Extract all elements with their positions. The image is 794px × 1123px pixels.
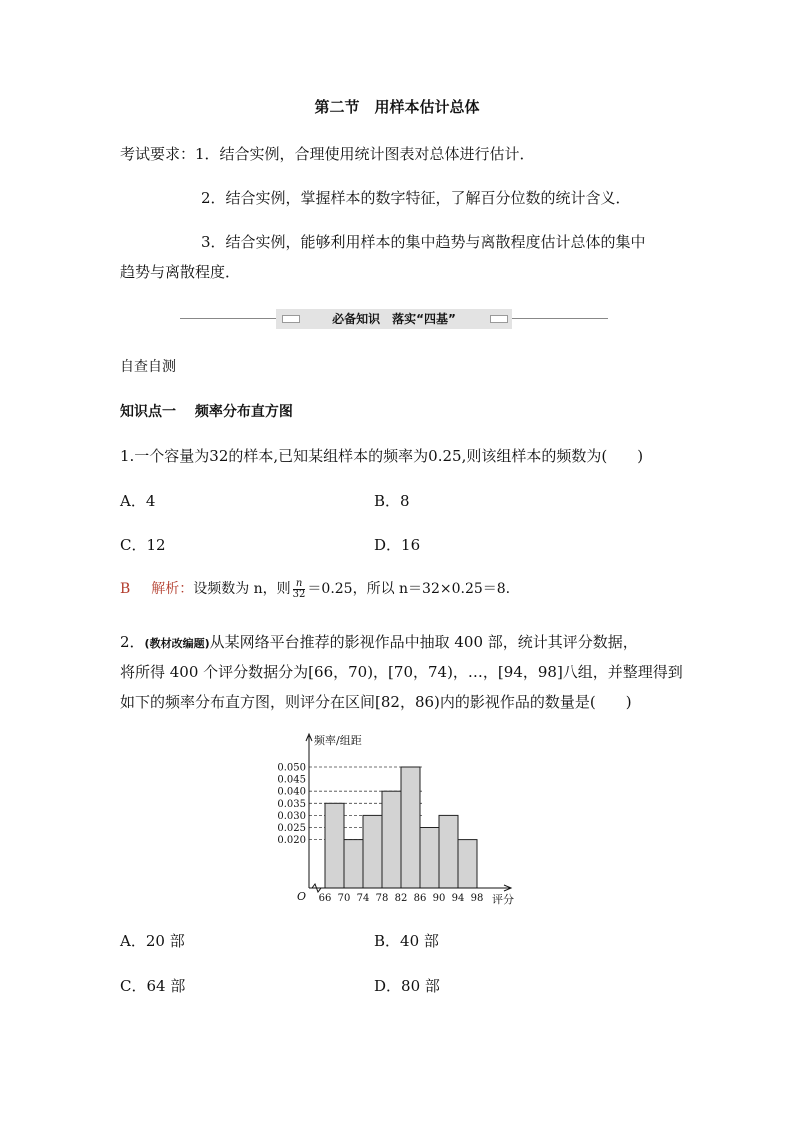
- analysis-label: 解析：: [151, 581, 194, 597]
- analysis-text-pre: 设频数为 n，则: [193, 581, 291, 597]
- x-axis-label: 评分: [492, 893, 514, 906]
- bar-90-94: [439, 815, 458, 888]
- frequency-histogram: [268, 730, 524, 910]
- bar-66-70: [325, 803, 344, 888]
- q1-option-c: C．12: [120, 536, 166, 554]
- bar-86-90: [420, 828, 439, 889]
- q2-option-c: C．64 部: [120, 977, 186, 995]
- y-tick-label: 0.030: [277, 810, 306, 822]
- q1-answer: B: [120, 581, 131, 597]
- q2-line-3: 如下的频率分布直方图，则评分在区间[82，86)内的影视作品的数量是( ): [120, 693, 632, 711]
- knowledge-point-heading: 知识点一 频率分布直方图: [120, 404, 293, 420]
- bar-78-82: [382, 791, 401, 888]
- requirements-label: 考试要求：: [120, 145, 196, 163]
- q1-option-d: D．16: [374, 536, 421, 554]
- x-tick-label: 82: [394, 893, 408, 904]
- x-tick-label: 94: [451, 893, 465, 904]
- self-check-heading: 自查自测: [120, 359, 176, 375]
- q2-tag: (教材改编题): [144, 637, 210, 650]
- x-tick-label: 74: [356, 893, 370, 904]
- y-axis-label: 频率/组距: [314, 734, 362, 747]
- requirement-item-3-line1: 3．结合实例，能够利用样本的集中趋势与离散程度估计总体的集中: [201, 233, 646, 251]
- x-tick-label: 66: [318, 893, 332, 904]
- origin-label: O: [297, 890, 307, 903]
- analysis-text-post: ＝0.25，所以 n＝32×0.25＝8.: [307, 581, 511, 597]
- q1-option-a: A．4: [120, 492, 156, 510]
- q1-option-b: B．8: [374, 492, 410, 510]
- bar-94-98: [458, 840, 477, 888]
- q2-line-1: 2．(教材改编题)从某网络平台推荐的影视作品中抽取 400 部，统计其评分数据，: [120, 633, 638, 651]
- bar-70-74: [344, 840, 363, 888]
- requirement-item-1: 1．结合实例，合理使用统计图表对总体进行估计．: [195, 145, 535, 163]
- y-tick-label: 0.045: [277, 774, 306, 786]
- analysis-fraction: $\frac{n}{32}$: [292, 577, 306, 600]
- x-tick-label: 86: [413, 893, 427, 904]
- y-tick-label: 0.050: [277, 762, 306, 774]
- x-tick-label: 70: [337, 893, 351, 904]
- bar-82-86: [401, 767, 420, 888]
- q2-line-2: 将所得 400 个评分数据分为[66，70)，[70，74)，…，[94，98]八组，并整理得到: [120, 663, 683, 681]
- bar-74-78: [363, 815, 382, 888]
- x-tick-label: 98: [470, 893, 484, 904]
- section-divider: [180, 309, 608, 329]
- y-tick-label: 0.020: [277, 835, 306, 847]
- x-tick-label: 90: [432, 893, 446, 904]
- requirements-line-1: [120, 143, 535, 164]
- q1-stem: 1.一个容量为32的样本,已知某组样本的频率为0.25,则该组样本的频数为( ): [120, 447, 644, 465]
- requirement-item-2: 2．结合实例，掌握样本的数字特征，了解百分位数的统计含义．: [201, 189, 631, 207]
- divider-label: 必备知识 落实“四基”: [276, 309, 512, 329]
- requirement-item-3-line2: 趋势与离散程度．: [120, 263, 241, 281]
- y-tick-label: 0.040: [277, 786, 306, 798]
- y-tick-label: 0.035: [277, 798, 306, 810]
- y-tick-label: 0.025: [277, 823, 306, 834]
- q2-option-b: B．40 部: [374, 932, 439, 950]
- x-tick-label: 78: [375, 893, 389, 904]
- section-title: 第二节 用样本估计总体: [314, 98, 480, 116]
- q2-option-d: D．80 部: [374, 977, 440, 995]
- q2-option-a: A．20 部: [120, 932, 185, 950]
- q1-analysis: [120, 578, 510, 600]
